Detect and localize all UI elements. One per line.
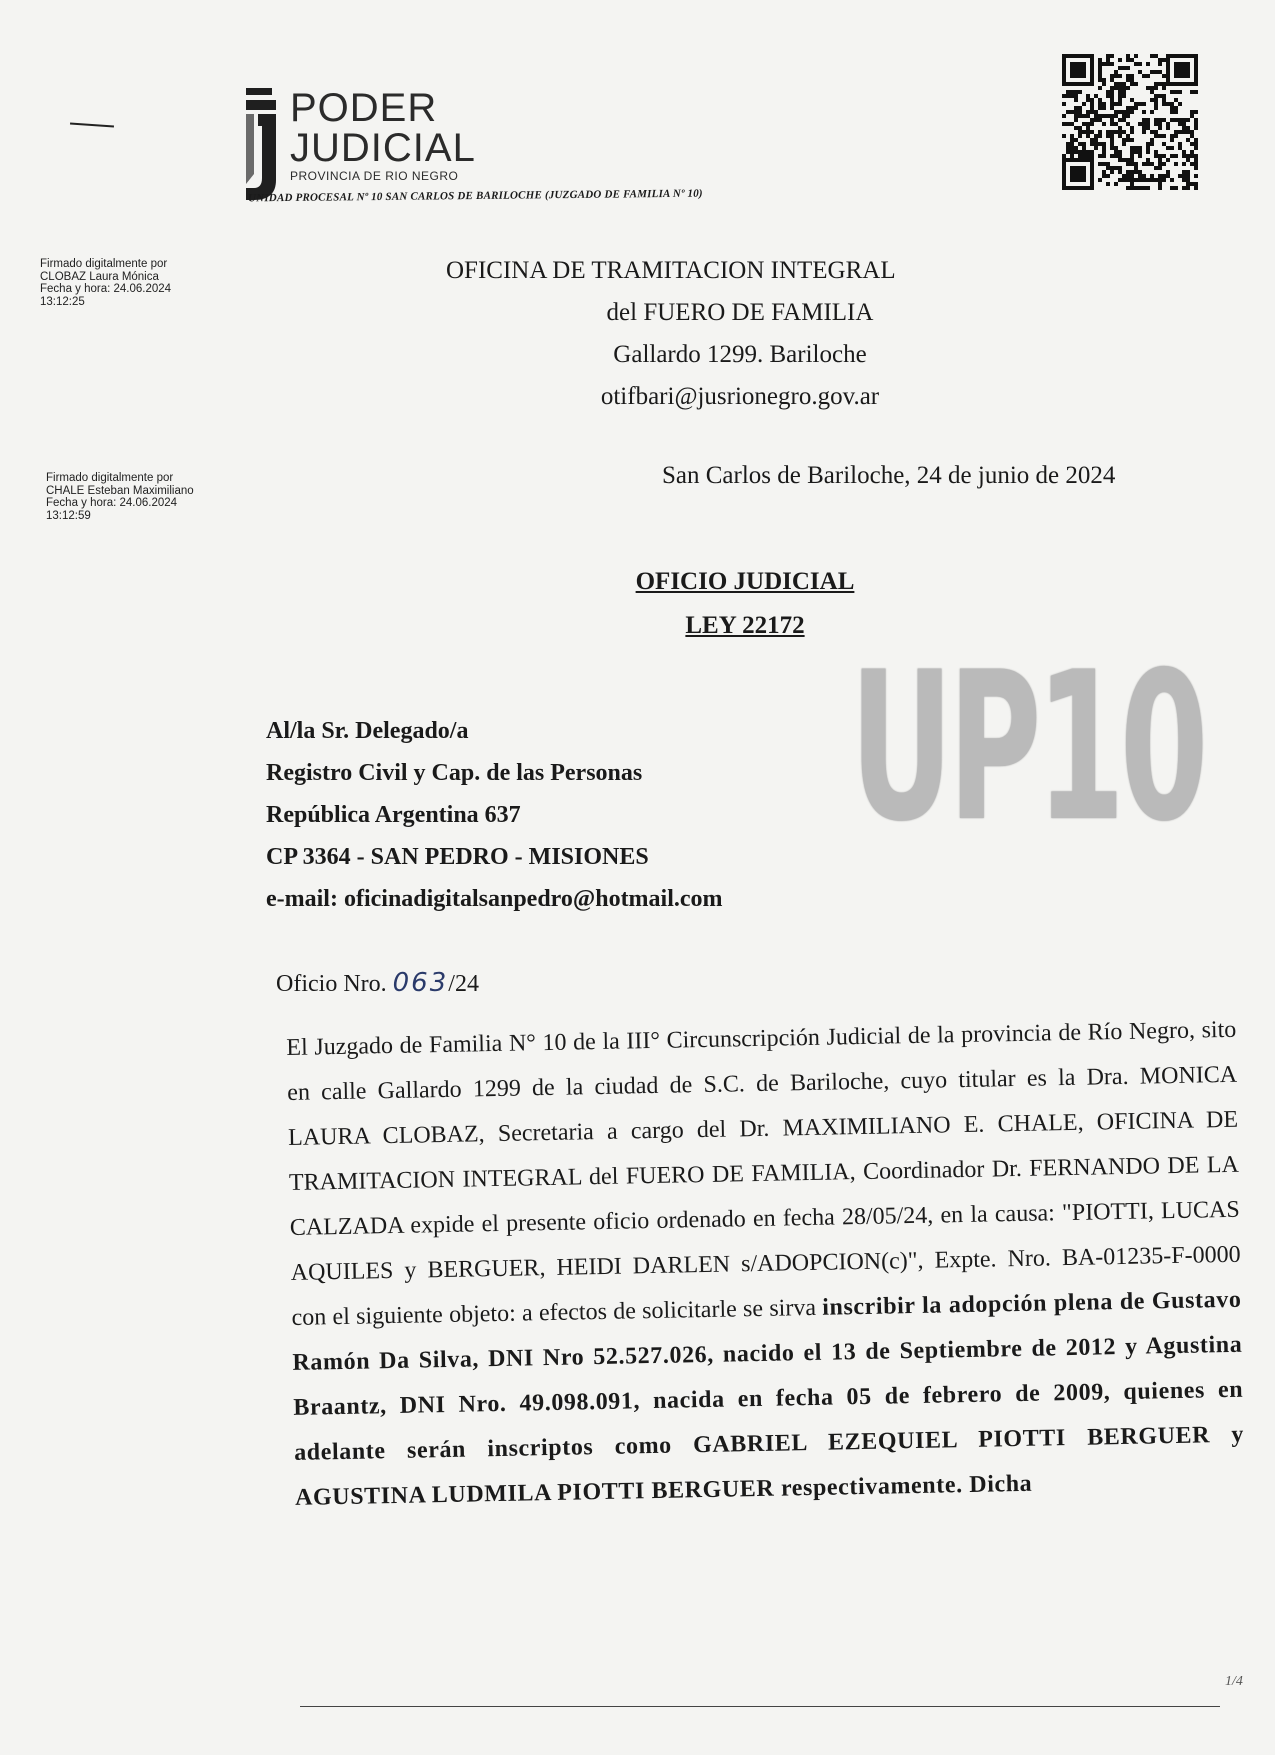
body-paragraph xyxy=(286,1008,1245,1521)
office-email: otifbari@jusrionegro.gov.ar xyxy=(600,383,880,410)
office-header xyxy=(440,250,1040,418)
footer-divider xyxy=(300,1706,1220,1707)
recipient-email: e-mail: oficinadigitalsanpedro@hotmail.com xyxy=(266,886,723,912)
office-address: Gallardo 1299. Bariloche xyxy=(613,341,867,368)
body-text: El Juzgado de Familia N° 10 de la III° Circunscripción Judicial de la provincia de Río Negro, sito en calle Gallardo 1299 de la ciudad de S.C. de Bariloche, cuyo titular es la Dra. MONICA LAURA CLOBAZ, Secretaria a cargo del Dr. MAXIMILIANO E. CHALE, OFICINA DE TRAMITACION INTEGRAL del FUERO DE FAMILIA, Coordinador Dr. FERNANDO DE LA CALZADA expide el presente oficio ordenado en fecha 28/05/24, en la causa: "PIOTTI, LUCAS AQUILES y BERGUER, HEIDI DARLEN s/ADOPCION(c)", Expte. Nro. BA-01235-F-0000 con el siguiente objeto: a efectos de solicitarle se sirva xyxy=(286,1016,1241,1331)
recipient-block xyxy=(266,710,723,920)
logo-text-poder: PODER xyxy=(290,86,438,130)
margin-mark xyxy=(70,122,114,127)
recipient-line: CP 3364 - SAN PEDRO - MISIONES xyxy=(266,844,649,870)
unit-line: UNIDAD PROCESAL Nº 10 SAN CARLOS DE BARILOCHE (JUZGADO DE FAMILIA Nº 10) xyxy=(247,187,703,205)
office-name: OFICINA DE TRAMITACION INTEGRAL xyxy=(446,257,896,284)
digital-signature-clobaz xyxy=(40,258,171,308)
signature-line: Fecha y hora: 24.06.2024 xyxy=(46,497,178,509)
date-line: San Carlos de Bariloche, 24 de junio de 2024 xyxy=(662,462,1116,489)
oficio-number-handwritten: 063 xyxy=(392,968,449,998)
signature-line: Fecha y hora: 24.06.2024 xyxy=(40,283,172,295)
recipient-line: Al/la Sr. Delegado/a xyxy=(266,718,469,744)
digital-signature-chale xyxy=(46,472,194,522)
recipient-line: República Argentina 637 xyxy=(266,802,521,828)
signature-line: Firmado digitalmente por xyxy=(46,472,174,484)
qr-code-icon xyxy=(1062,54,1198,190)
logo-emblem-icon xyxy=(240,88,284,208)
page-number: 1/4 xyxy=(1225,1674,1243,1689)
logo-text-provincia: PROVINCIA DE RIO NEGRO xyxy=(290,169,459,183)
oficio-number xyxy=(276,968,479,998)
office-subname: del FUERO DE FAMILIA xyxy=(606,299,874,326)
signature-line: 13:12:59 xyxy=(46,509,91,522)
signature-line: CLOBAZ Laura Mónica xyxy=(40,270,159,283)
oficio-number-suffix: /24 xyxy=(448,971,479,997)
oficio-number-prefix: Oficio Nro. xyxy=(276,971,393,997)
body-bold-text: inscribir la adopción plena de Gustavo Ramón Da Silva, DNI Nro 52.527.026, nacido el 13 de Septiembre de 2012 y Agustina Braantz, DNI Nro. 49.098.091, nacida en fecha 05 de febrero de 2009, quienes en adelante serán inscriptos como GABRIEL EZEQUIEL PIOTTI BERGUER y AGUSTINA LUDMILA PIOTTI BERGUER respectivamente. Dicha xyxy=(292,1286,1245,1511)
title-oficio-judicial: OFICIO JUDICIAL xyxy=(635,568,855,595)
title-ley: LEY 22172 xyxy=(685,612,805,639)
signature-line: CHALE Esteban Maximiliano xyxy=(46,484,194,497)
up10-stamp: UP10 xyxy=(850,629,1204,867)
document-title xyxy=(600,560,890,648)
signature-line: Firmado digitalmente por xyxy=(40,258,168,270)
logo-text-judicial: JUDICIAL xyxy=(290,126,476,170)
signature-line: 13:12:25 xyxy=(40,295,85,308)
recipient-line: Registro Civil y Cap. de las Personas xyxy=(266,760,643,786)
